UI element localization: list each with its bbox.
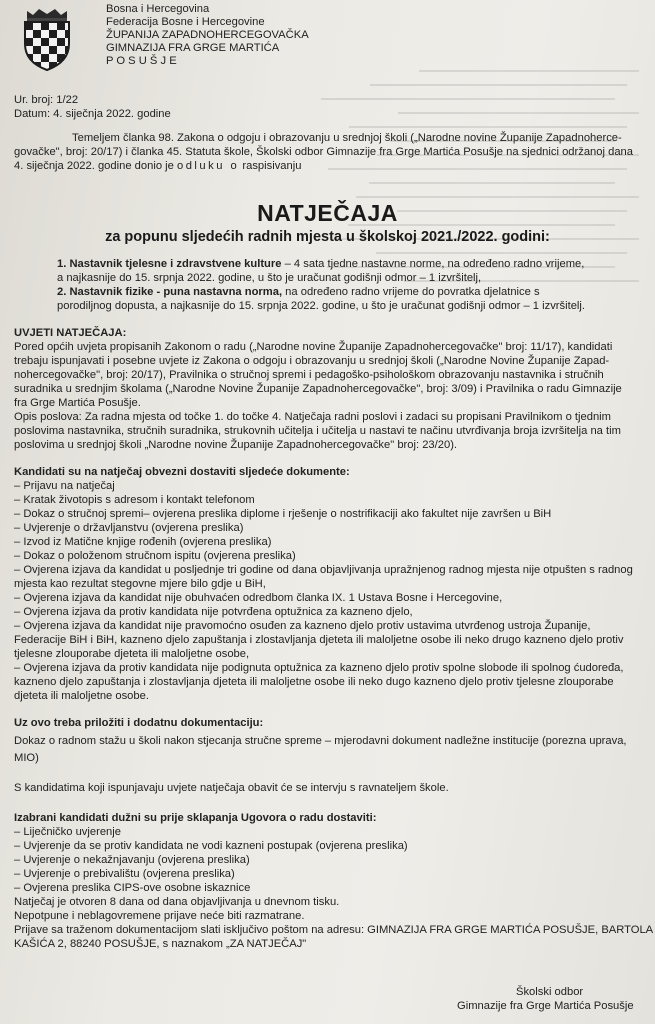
dodatno-heading: Uz ovo treba priložiti i dodatnu dokumentaciju: [14, 717, 264, 729]
header-line-town: P O S U Š J E [106, 55, 177, 67]
position-1 [57, 257, 584, 271]
dokumenti-item: mjesta kao rezultat stegovne mjere bilo gdje u BiH, [14, 578, 266, 590]
dodatno-line-1: Dokaz o radnom stažu u školi nakon stjecanja stručne spreme – mjerodavni dokument nadležne institucije (porezna uprava, [14, 735, 627, 747]
uvjeti-line: suradnika u srednjim školama („Narodne Novine Županije Zapadnohercegovačke", broj: 3/09) i Pravilnika o radu Gimnazije [14, 383, 622, 395]
dokumenti-item: – Ovjerena izjava da kandidat nije obuhvaćen odredbom članka IX. 1 Ustava Bosne i Hercegovine, [14, 592, 503, 604]
position-2-desc: na određeno radno vrijeme do povratka djelatnice s [282, 286, 540, 298]
izabrani-item: Natječaj je otvoren 8 dana od dana objavljivanja u dnevnom tisku. [14, 896, 340, 908]
uvjeti-line: poslovima nastavnika, stručnih suradnika, strukovnih učitelja i učitelja u nastavi te načinu utvrđivanja broja izvršitelja na tim [14, 425, 621, 437]
izabrani-item: Nepotpune i neblagovremene prijave neće biti razmatrane. [14, 910, 305, 922]
izabrani-item: KAŠIĆA 2, 88240 POSUŠJE, s naznakom „ZA NATJEČAJ" [14, 938, 307, 950]
dokumenti-item: – Uvjerenje o državljanstvu (ovjerena preslika) [14, 522, 244, 534]
dokumenti-item: kazneno djelo zapuštanja i zlostavljanja djeteta ili maloljetne osobe ili neko dugo kazneno djelo protiv tjelesne zlouporabe [14, 676, 614, 688]
signature-line-2: Gimnazije fra Grge Martića Posušje [457, 1000, 634, 1012]
izabrani-item: – Uvjerenje da se protiv kandidata ne vodi kazneni postupak (ovjerena preslika) [14, 840, 408, 852]
intro-line-3 [14, 159, 301, 173]
dokumenti-item: tjelesne zlouporabe djeteta ili maloljetne osobe, [14, 648, 250, 660]
izabrani-item: – Uvjerenje o prebivalištu (ovjerena preslika) [14, 868, 235, 880]
institution-header [106, 3, 309, 68]
dokumenti-item: – Dokaz o položenom stručnom ispitu (ovjerena preslika) [14, 550, 296, 562]
intro-line-2: govačke", broj: 20/17) i članka 45. Statuta škole, Školski odbor Gimnazije fra Grge Martića Posušje na sjednici održanoj dana [14, 146, 633, 158]
header-line-federation: Federacija Bosne i Hercegovine [106, 16, 265, 28]
izabrani-item: – Uvjerenje o nekažnjavanju (ovjerena preslika) [14, 854, 250, 866]
dokumenti-item: – Ovjerena izjava da kandidat nije pravomoćno osuđen za kazneno djelo protiv ustavima utvrđenog ustroja Županije, [14, 620, 591, 632]
intro-line-1: Temeljem članka 98. Zakona o odgoju i obrazovanju u srednjoj školi („Narodne novine Županije Zapadnoherce- [72, 132, 622, 144]
signature-line-1: Školski odbor [516, 986, 584, 998]
intro-line-3-pre: 4. siječnja 2022. godine donio je [14, 160, 177, 172]
document-date: Datum: 4. siječnja 2022. godine [14, 107, 171, 120]
uvjeti-line: Opis poslova: Za radna mjesta od točke 1. do točke 4. Natječaja radni poslovi i zadaci su propisani Pravilnikom o tjednim [14, 411, 611, 423]
position-2-line-2: porodiljnog dopusta, a najkasnije do 15. srpnja 2022. godine, u što je uračunat godišnji odmor – 1 izvršitelj. [57, 300, 586, 312]
position-2-title: 2. Nastavnik fizike - puna nastavna norma, [57, 286, 283, 298]
header-line-country: Bosna i Hercegovina [106, 3, 210, 15]
dokumenti-heading: Kandidati su na natječaj obvezni dostaviti sljedeće dokumente: [14, 466, 350, 478]
checkered-shield-crest-icon [17, 6, 77, 72]
position-1-line-2: a najkasnije do 15. srpnja 2022. godine, u što je uračunat godišnji odmor – 1 izvršitelj, [57, 272, 482, 284]
position-2 [57, 285, 540, 299]
intervju-note: S kandidatima koji ispunjavaju uvjete natječaja obavit će se intervju s ravnateljem škole. [14, 782, 449, 794]
intro-line-3-post: raspisivanju [239, 160, 302, 172]
uvjeti-line: poslovima u srednjoj školi „Narodne novine Županije Zapadnohercegovačke" broj: 23/20). [14, 439, 458, 451]
dokumenti-item: – Prijavu na natječaj [14, 480, 115, 492]
dokumenti-item: djeteta ili maloljetne osobe. [14, 690, 149, 702]
header-line-county: ŽUPANIJA ZAPADNOHERCEGOVAČKA [106, 29, 309, 41]
dodatno-line-2: MIO) [14, 752, 39, 764]
header-line-school: GIMNAZIJA FRA GRGE MARTIĆA [106, 42, 280, 54]
dokumenti-item: – Ovjerena izjava da protiv kandidata nije potvrđena optužnica za kazneno djelo, [14, 606, 413, 618]
dokumenti-item: – Dokaz o stručnoj spremi– ovjerena preslika diplome i rješenje o nostrifikaciji ako fakultet nije završen u BiH [14, 508, 552, 520]
uvjeti-line: fra Grge Martića Posušje. [14, 397, 141, 409]
intro-odluku: odluku o [176, 160, 240, 172]
uvjeti-line: Pored općih uvjeta propisanih Zakonom o radu („Narodne novine Županije Zapadnohercegovačke" broj: 11/17), kandidati [14, 341, 613, 353]
uvjeti-line: trebaju ispunjavati i posebne uvjete iz Zakona o odgoju i obrazovanju u srednjoj školi („Narodne Novine Županije Zapad- [14, 355, 610, 367]
page-subtitle: za popunu sljedećih radnih mjesta u školskoj 2021./2022. godini: [105, 229, 550, 245]
izabrani-heading: Izabrani kandidati dužni su prije sklapanja Ugovora o radu dostaviti: [14, 812, 377, 824]
dokumenti-item: – Ovjerena izjava da kandidat u posljednje tri godine od dana objavljivanja upražnjenog radnog mjesta nije otpušten s radnog [14, 564, 633, 576]
izabrani-item: – Ovjerena preslika CIPS-ove osobne iskaznice [14, 882, 251, 894]
dokumenti-item: – Kratak životopis s adresom i kontakt telefonom [14, 494, 255, 506]
izabrani-item: – Liječničko uvjerenje [14, 826, 121, 838]
dokumenti-item: Federacije BiH i BiH, kazneno djelo zapuštanja i zlostavljanja djeteta ili maloljetne osobe ili neko drugo kazneno djelo protiv [14, 634, 624, 646]
uvjeti-line: nohercegovačke", broj: 20/17), Pravilnika o stručnoj spremi i pedagoško-psihološkom obrazovanju nastavnika i stručnih [14, 369, 604, 381]
dokumenti-item: – Izvod iz Matične knjige rođenih (ovjerena preslika) [14, 536, 272, 548]
position-1-title: 1. Nastavnik tjelesne i zdravstvene kulture [57, 258, 282, 270]
uvjeti-heading: UVJETI NATJEČAJA: [14, 327, 127, 339]
position-1-desc: – 4 sata tjedne nastavne norme, na određeno radno vrijeme, [281, 258, 585, 270]
reference-number: Ur. broj: 1/22 [14, 94, 79, 106]
page-title: NATJEČAJA [257, 200, 398, 226]
document-meta [14, 94, 171, 121]
izabrani-item: Prijave sa traženom dokumentacijom slati isključivo poštom na adresu: GIMNAZIJA FRA GRGE MARTIĆA POSUŠJE, BARTOLA [14, 924, 654, 936]
dokumenti-item: – Ovjerena izjava da protiv kandidata nije podignuta optužnica za kazneno djelo protiv spolne slobode ili spolnog ćudoređa, [14, 662, 624, 674]
